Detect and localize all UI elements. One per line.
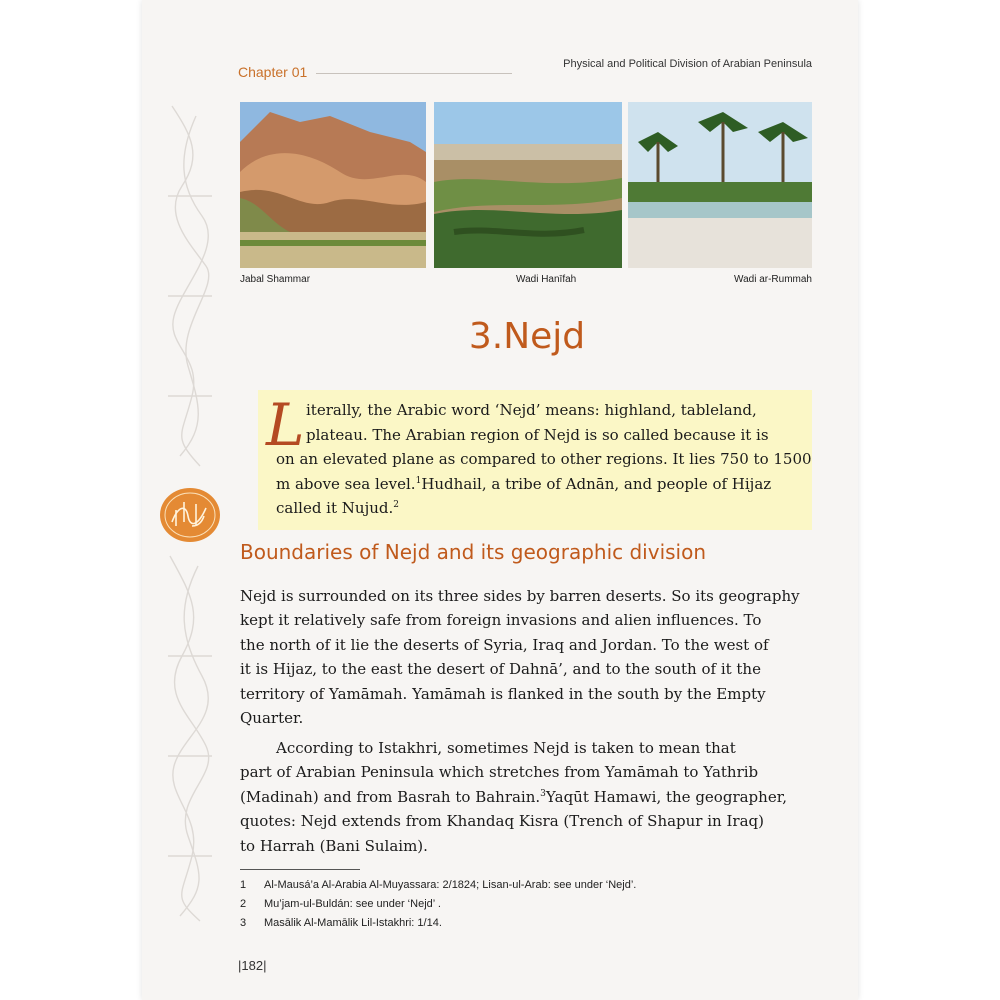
footnote-ref: 2 bbox=[393, 500, 399, 510]
section-title: 3.Nejd bbox=[468, 316, 586, 357]
page-number: |182| bbox=[238, 958, 267, 973]
footnote-text: Masālik Al-Mamālik Lil-Istakhri: 1/14. bbox=[264, 917, 442, 929]
text-line: it is Hijaz, to the east the desert of Dahnā’, and to the south of it the bbox=[240, 660, 761, 679]
text-line: According to Istakhri, sometimes Nejd is taken to mean that bbox=[276, 739, 736, 757]
photo-strip bbox=[240, 102, 814, 292]
text-line: territory of Yamāmah. Yamāmah is flanked in the south by the Empty bbox=[240, 684, 766, 703]
text-fragment: Yaqūt Hamawi, the geographer, bbox=[545, 787, 787, 806]
text-line: Quarter. bbox=[240, 709, 304, 728]
text-fragment: (Madinah) and from Basrah to Bahrain. bbox=[240, 787, 541, 806]
intro-highlight-box bbox=[258, 390, 812, 530]
footnotes bbox=[240, 876, 814, 933]
footnote bbox=[240, 914, 814, 933]
photo-caption: Wadi Hanīfah bbox=[516, 274, 577, 285]
text-fragment: m above sea level. bbox=[276, 474, 416, 493]
photo-jabal-shammar bbox=[240, 102, 426, 268]
drop-cap: L bbox=[266, 391, 305, 459]
photo-wadi-hanifah bbox=[434, 102, 622, 268]
text-line bbox=[276, 472, 800, 497]
header-rule bbox=[316, 73, 512, 74]
photo-caption: Wadi ar-Rummah bbox=[734, 274, 812, 285]
book-page bbox=[142, 0, 858, 1000]
footnote-number: 1 bbox=[240, 879, 247, 891]
footnote-number: 2 bbox=[240, 898, 247, 910]
text-fragment: Hudhail, a tribe of Adnān, and people of Hijaz bbox=[421, 474, 772, 493]
footnote-rule bbox=[240, 869, 360, 870]
photo-wadi-ar-rummah bbox=[628, 102, 812, 268]
text-line: part of Arabian Peninsula which stretches from Yamāmah to Yathrib bbox=[240, 763, 759, 782]
text-line: quotes: Nejd extends from Khandaq Kisra (Trench of Shapur in Iraq) bbox=[240, 812, 764, 831]
text-line: to Harrah (Bani Sulaim). bbox=[240, 836, 428, 855]
text-line bbox=[240, 785, 814, 809]
body-paragraph bbox=[240, 584, 814, 730]
page-header bbox=[238, 58, 812, 86]
running-title: Physical and Political Division of Arabian Peninsula bbox=[563, 58, 812, 70]
footnote-text: Al-Mausá’a Al-Arabia Al-Muyassara: 2/1824; Lisan-ul-Arab: see under ‘Nejd’. bbox=[264, 879, 637, 891]
photo-caption: Jabal Shammar bbox=[240, 274, 311, 285]
text-fragment: called it Nujud. bbox=[276, 499, 394, 517]
text-line: plateau. The Arabian region of Nejd is so called because it is bbox=[306, 425, 769, 444]
chapter-label: Chapter 01 bbox=[238, 64, 308, 80]
body-paragraph bbox=[240, 736, 814, 858]
footnote bbox=[240, 895, 814, 914]
text-line: iterally, the Arabic word ‘Nejd’ means: highland, tableland, bbox=[306, 401, 757, 419]
footnote-number: 3 bbox=[240, 917, 247, 929]
calligraphy-medallion-ornament bbox=[158, 486, 222, 544]
text-line: Nejd is surrounded on its three sides by barren deserts. So its geography bbox=[240, 587, 800, 605]
intro-paragraph bbox=[276, 398, 812, 521]
subheading: Boundaries of Nejd and its geographic division bbox=[240, 540, 707, 564]
footnote bbox=[240, 876, 814, 895]
text-line: the north of it lie the deserts of Syria, Iraq and Jordan. To the west of bbox=[240, 635, 769, 654]
text-line: kept it relatively safe from foreign invasions and alien influences. To bbox=[240, 611, 762, 630]
text-line bbox=[276, 496, 800, 521]
footnote-ref: 3 bbox=[540, 788, 546, 799]
footnote-ref: 1 bbox=[415, 475, 422, 486]
footnote-text: Mu’jam-ul-Buldán: see under ‘Nejd’ . bbox=[264, 898, 441, 910]
text-line: on an elevated plane as compared to other regions. It lies 750 to 1500 bbox=[276, 450, 812, 468]
